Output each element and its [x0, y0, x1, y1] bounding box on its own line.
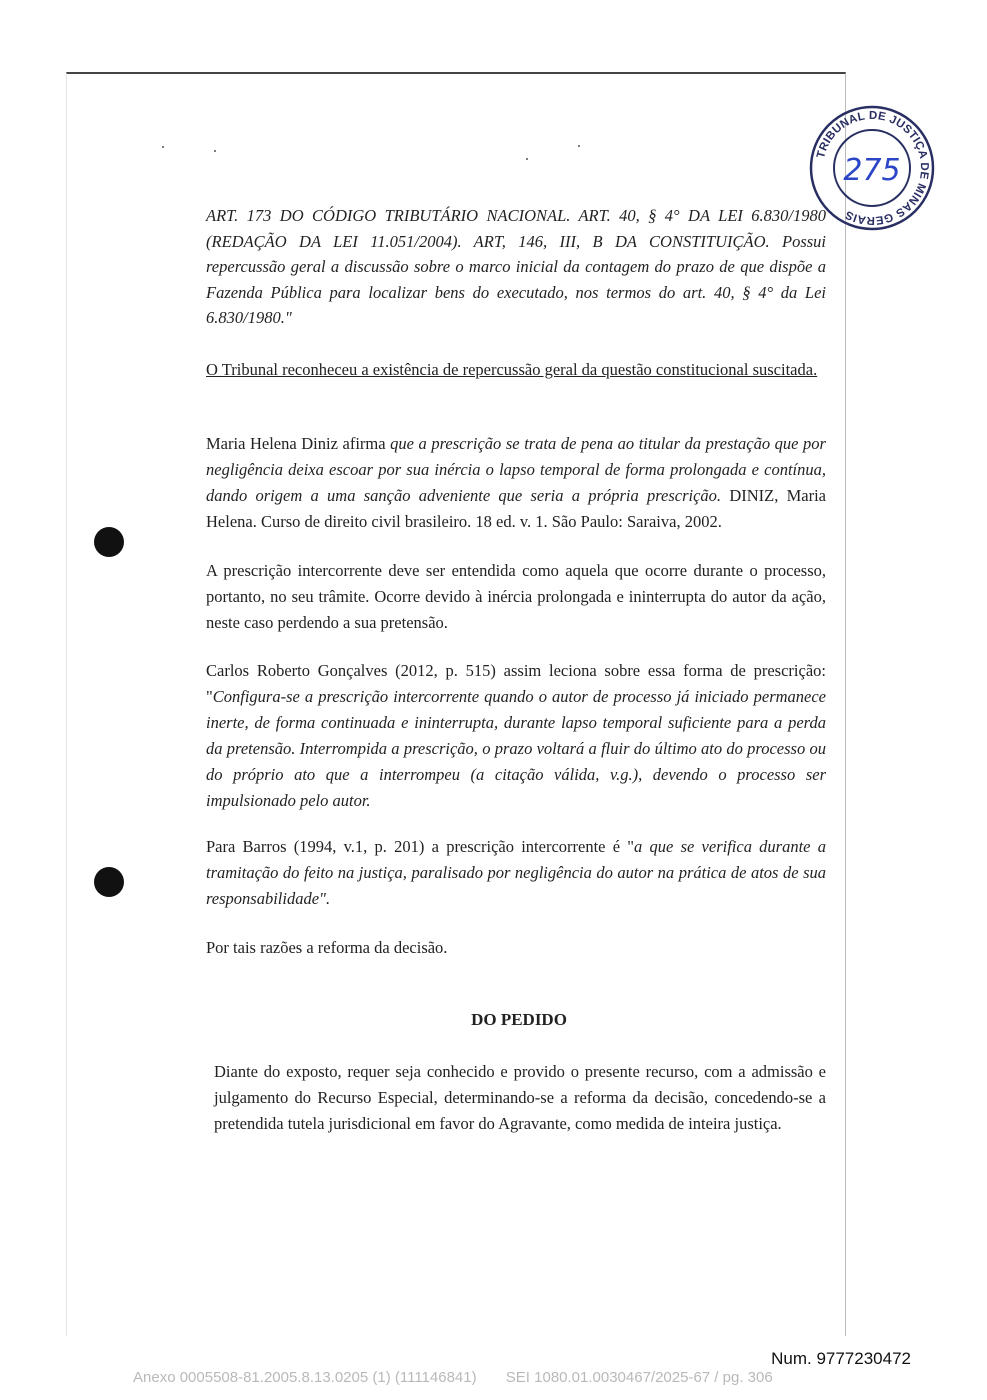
document-number: Num. 9777230472 — [771, 1349, 911, 1368]
paragraph-repercussao: O Tribunal reconheceu a existência de repercussão geral da questão constitucional suscitada. — [206, 360, 818, 379]
paragraph-goncalves — [206, 658, 826, 814]
paragraph-razoes: Por tais razões a reforma da decisão. — [206, 938, 448, 957]
paragraph-diniz — [206, 431, 826, 535]
paragraph-barros — [206, 834, 826, 912]
scan-speck — [162, 146, 164, 148]
court-stamp — [808, 104, 936, 232]
footer-sei: SEI 1080.01.0030467/2025-67 / pg. 306 — [505, 1369, 773, 1386]
stamp-page-number: 275 — [843, 153, 901, 188]
barros-intro: Para Barros (1994, v.1, p. 201) a prescrição intercorrente é " — [206, 837, 635, 856]
section-heading: DO PEDIDO — [471, 1010, 567, 1029]
scan-speck — [214, 150, 216, 152]
punch-hole-top — [94, 527, 124, 557]
diniz-citation: DINIZ, Maria Helena. Curso de direito civil brasileiro. 18 ed. v. 1. São Paulo: Saraiva, 2002. — [206, 486, 827, 531]
goncalves-quote: Configura-se a prescrição intercorrente quando o autor de processo já iniciado permanece inerte, de forma continuada e ininterrupta, durante lapso temporal suficiente para a perda da pretensão. Interrompida a prescrição, o prazo voltará a fluir do último ato do processo ou do próprio ato que a interrompeu (a citação válida, v.g.), devendo o processo ser impulsionado pelo autor. — [206, 687, 826, 810]
ementa-text: ART. 173 DO CÓDIGO TRIBUTÁRIO NACIONAL. ART. 40, § 4° DA LEI 6.830/1980 (REDAÇÃO DA LEI 11.051/2004). ART, 146, III, B DA CONSTITUIÇÃO. Possui repercussão geral a discussão sobre o marco inicial da contagem do prazo de que dispõe a Fazenda Pública para localizar bens do executado, nos termos do art. 40, § 4° da Lei 6.830/1980." — [206, 206, 826, 327]
scan-speck — [526, 158, 528, 160]
paragraph-ementa — [206, 203, 826, 331]
footer-annex: Anexo 0005508-81.2005.8.13.0205 (1) (111146841) — [133, 1369, 477, 1386]
paragraph-prescricao: A prescrição intercorrente deve ser entendida como aquela que ocorre durante o processo, portanto, no seu trâmite. Ocorre devido à inércia prolongada e ininterrupta do autor da ação, neste caso perdendo a sua pretensão. — [206, 561, 826, 632]
diniz-quote: que a prescrição se trata de pena ao titular da prestação que por negligência deixa escoar por sua inércia o lapso temporal de forma prolongada e contínua, dando origem a uma sanção adveniente que seria a própria prescrição. — [206, 434, 826, 505]
scan-speck — [578, 145, 580, 147]
punch-hole-bottom — [94, 867, 124, 897]
stamp-ring-text: TRIBUNAL DE JUSTIÇA DE MINAS GERAIS — [815, 109, 931, 227]
barros-quote: a que se verifica durante a tramitação do feito na justiça, paralisado por negligência do autor na prática de atos de sua responsabilidade". — [206, 837, 826, 908]
footer-reference — [133, 1369, 773, 1386]
paragraph-pedido: Diante do exposto, requer seja conhecido e provido o presente recurso, com a admissão e julgamento do Recurso Especial, determinando-se a reforma da decisão, concedendo-se a pretendida tutela jurisdicional em favor do Agravante, como medida de inteira justiça. — [214, 1062, 826, 1133]
goncalves-intro: Carlos Roberto Gonçalves (2012, p. 515) assim leciona sobre essa forma de prescrição: " — [206, 661, 826, 706]
diniz-intro: Maria Helena Diniz afirma — [206, 434, 391, 453]
